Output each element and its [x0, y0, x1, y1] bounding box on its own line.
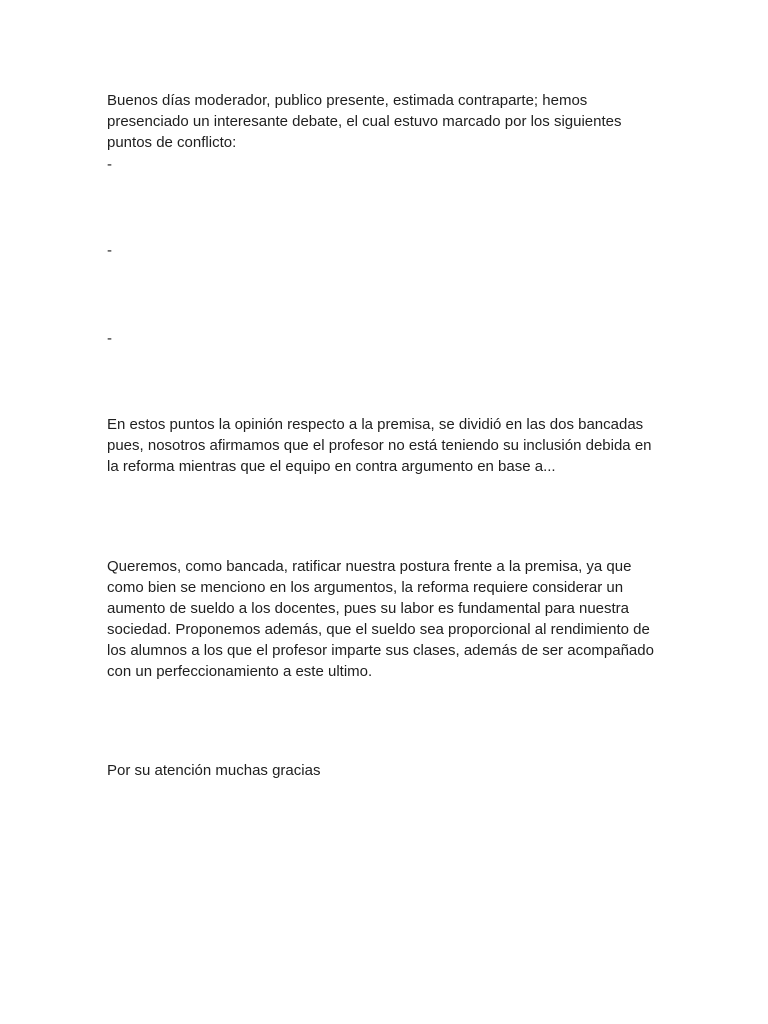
- position-line: los alumnos a los que el profesor imparte sus clases, además de ser acompañado: [107, 642, 654, 659]
- position-line: sociedad. Proponemos además, que el sueldo sea proporcional al rendimiento de: [107, 621, 650, 638]
- position-paragraph: [107, 556, 667, 682]
- position-line: como bien se menciono en los argumentos, la reforma requiere considerar un: [107, 579, 624, 596]
- position-line: Queremos, como bancada, ratificar nuestra postura frente a la premisa, ya que: [107, 558, 632, 575]
- conflict-point-bullet: [107, 328, 667, 349]
- points-line: En estos puntos la opinión respecto a la premisa, se dividió en las dos bancadas: [107, 416, 644, 433]
- conflict-point-bullet: [107, 154, 667, 175]
- points-line: pues, nosotros afirmamos que el profesor no está teniendo su inclusión debida en: [107, 437, 652, 454]
- intro-line: puntos de conflicto:: [107, 134, 237, 151]
- position-line: aumento de sueldo a los docentes, pues su labor es fundamental para nuestra: [107, 600, 630, 617]
- bullet-dash: -: [107, 242, 112, 259]
- closing-paragraph: [107, 760, 667, 781]
- points-paragraph: [107, 414, 667, 477]
- position-line: con un perfeccionamiento a este ultimo.: [107, 663, 373, 680]
- intro-paragraph: [107, 90, 667, 153]
- points-line: la reforma mientras que el equipo en contra argumento en base a...: [107, 458, 556, 475]
- bullet-dash: -: [107, 156, 112, 173]
- intro-line: Buenos días moderador, publico presente, estimada contraparte; hemos: [107, 92, 588, 109]
- intro-line: presenciado un interesante debate, el cual estuvo marcado por los siguientes: [107, 113, 622, 130]
- closing-line: Por su atención muchas gracias: [107, 762, 321, 779]
- bullet-dash: -: [107, 330, 112, 347]
- conflict-point-bullet: [107, 240, 667, 261]
